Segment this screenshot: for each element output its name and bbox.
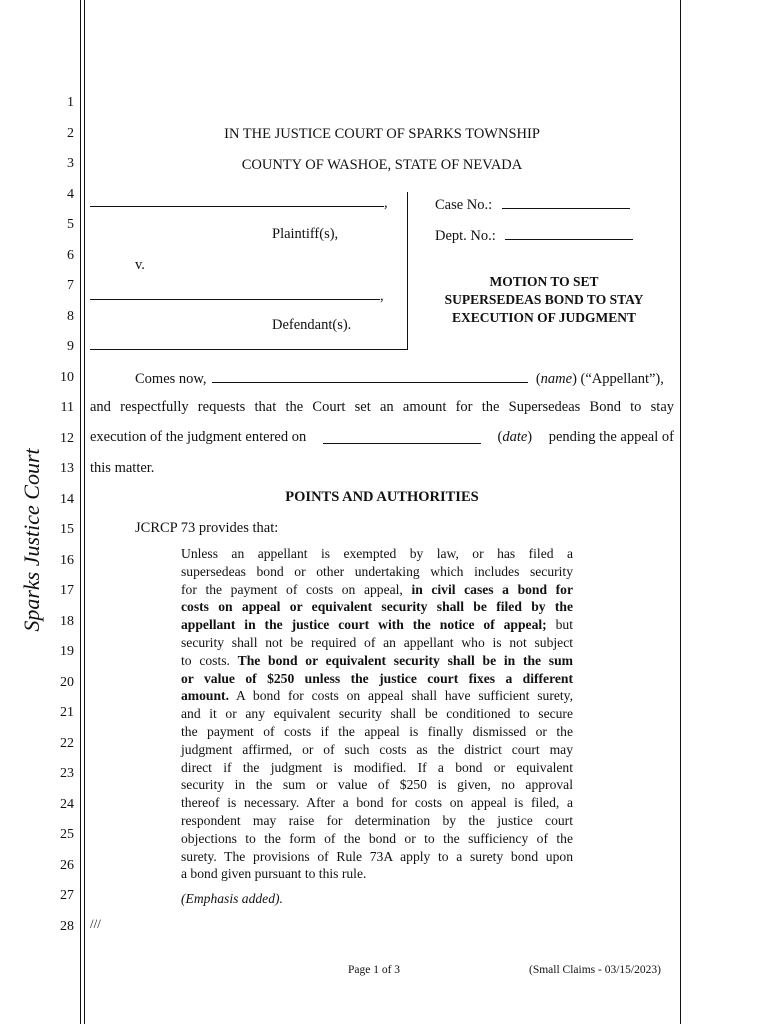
page-number: Page 1 of 3 <box>348 964 401 976</box>
quote-line: direct if the judgment is modified. If a bond or equivalent <box>181 759 573 775</box>
line-number: 22 <box>60 735 74 751</box>
line-number: 11 <box>60 400 74 415</box>
section-heading: POINTS AND AUTHORITIES <box>285 489 479 505</box>
continuation-mark: /// <box>90 916 101 931</box>
quote-line: judgment affirmed, or of such costs as the district court may <box>181 741 573 757</box>
request-line: and respectfully requests that the Court set an amount for the Supersedeas Bond to stay <box>90 399 674 415</box>
line-number: 15 <box>60 522 74 537</box>
line-number: 12 <box>60 430 74 446</box>
line-number: 23 <box>60 766 74 781</box>
left-margin-rule-outer <box>80 0 81 1024</box>
case-number-row[interactable]: Case No.: <box>435 195 630 213</box>
line-number: 28 <box>60 918 74 934</box>
quote-line: costs on appeal or equivalent security shall be filed by the <box>181 599 573 615</box>
judgment-date-line: execution of the judgment entered on (date) pending the appeal of <box>90 429 674 445</box>
line-number: 18 <box>60 613 74 629</box>
quote-line: amount. A bond for costs on appeal shall have sufficient surety, <box>181 688 573 704</box>
quote-line: or value of $250 unless the justice court fixes a different <box>181 670 573 686</box>
quote-line: and it or any equivalent security shall be conditioned to secure <box>181 706 573 722</box>
quote-line: security in the sum or value of $250 is given, no approval <box>181 777 573 793</box>
quote-line: objections to the form of the bond or to the sufficiency of the <box>181 830 573 846</box>
this-matter: this matter. <box>90 460 155 476</box>
line-number: 19 <box>60 644 74 659</box>
court-name: IN THE JUSTICE COURT OF SPARKS TOWNSHIP <box>224 126 540 142</box>
line-number: 10 <box>60 369 74 385</box>
dept-number-row[interactable]: Dept. No.: <box>435 226 633 244</box>
rule-quote <box>181 545 573 883</box>
rule-intro: JCRCP 73 provides that: <box>135 520 279 536</box>
line-number: 14 <box>60 491 74 507</box>
quote-line: Unless an appellant is exempted by law, or has filed a <box>181 546 573 561</box>
court-sidebar-label: Sparks Justice Court <box>19 448 44 632</box>
plaintiff-blank[interactable] <box>90 193 384 207</box>
line-number: 17 <box>60 583 74 598</box>
appellant-name-field[interactable] <box>212 369 528 383</box>
defendant-blank[interactable] <box>90 286 380 300</box>
caption-divider <box>407 192 408 349</box>
quote-line: supersedeas bond or other undertaking which includes security <box>181 563 573 579</box>
quote-line: security shall not be required of an appellant who is not subject <box>181 634 573 650</box>
line-number: 8 <box>67 308 74 324</box>
line-number: 21 <box>60 705 74 720</box>
line-number: 5 <box>67 217 74 232</box>
line-number: 13 <box>60 461 74 476</box>
left-margin-rule-inner <box>84 0 85 1024</box>
form-version: (Small Claims - 03/15/2023) <box>529 964 661 976</box>
plaintiff-name-line[interactable]: , <box>90 193 388 211</box>
line-number: 6 <box>67 247 74 263</box>
defendant-label: Defendant(s). <box>272 317 352 333</box>
line-number: 4 <box>67 186 74 202</box>
quote-line: to costs. The bond or equivalent security shall be in the sum <box>181 652 573 668</box>
emphasis-note: (Emphasis added). <box>181 891 283 906</box>
county-state: COUNTY OF WASHOE, STATE OF NEVADA <box>241 157 523 173</box>
caption-bottom-rule <box>90 349 408 350</box>
right-margin-rule <box>680 0 681 1024</box>
versus: v. <box>135 257 145 273</box>
line-number: 25 <box>60 827 74 842</box>
line-number: 9 <box>67 339 74 354</box>
comes-now-line: Comes now, (name) (“Appellant”), <box>135 371 664 387</box>
quote-line: thereof is necessary. After a bond for costs on appeal is filed, a <box>181 795 573 811</box>
quote-line: respondent may raise for determination by the justice court <box>181 812 573 828</box>
judgment-date-field[interactable] <box>323 430 481 444</box>
quote-line: surety. The provisions of Rule 73A apply to a surety bond upon <box>181 848 573 864</box>
line-number: 24 <box>60 796 74 812</box>
motion-title: MOTION TO SET SUPERSEDEAS BOND TO STAY EXECUTION OF JUDGMENT <box>444 274 644 325</box>
line-number: 1 <box>67 95 74 110</box>
quote-line: the payment of costs if the appeal is finally dismissed or the <box>181 723 573 739</box>
line-number: 27 <box>60 888 74 903</box>
line-number: 3 <box>67 156 74 171</box>
dept-number-field[interactable] <box>505 226 633 240</box>
defendant-name-line[interactable]: , <box>90 286 384 304</box>
line-number: 20 <box>60 674 74 690</box>
line-number: 2 <box>67 125 74 141</box>
line-number: 16 <box>60 552 74 568</box>
case-number-field[interactable] <box>502 195 630 209</box>
quote-line: appellant in the justice court with the notice of appeal; but <box>181 617 573 633</box>
plaintiff-label: Plaintiff(s), <box>272 226 339 242</box>
line-number: 26 <box>60 857 74 873</box>
quote-line: for the payment of costs on appeal, in civil cases a bond for <box>181 581 573 597</box>
line-number: 7 <box>67 278 74 293</box>
quote-line: a bond given pursuant to this rule. <box>181 866 367 882</box>
